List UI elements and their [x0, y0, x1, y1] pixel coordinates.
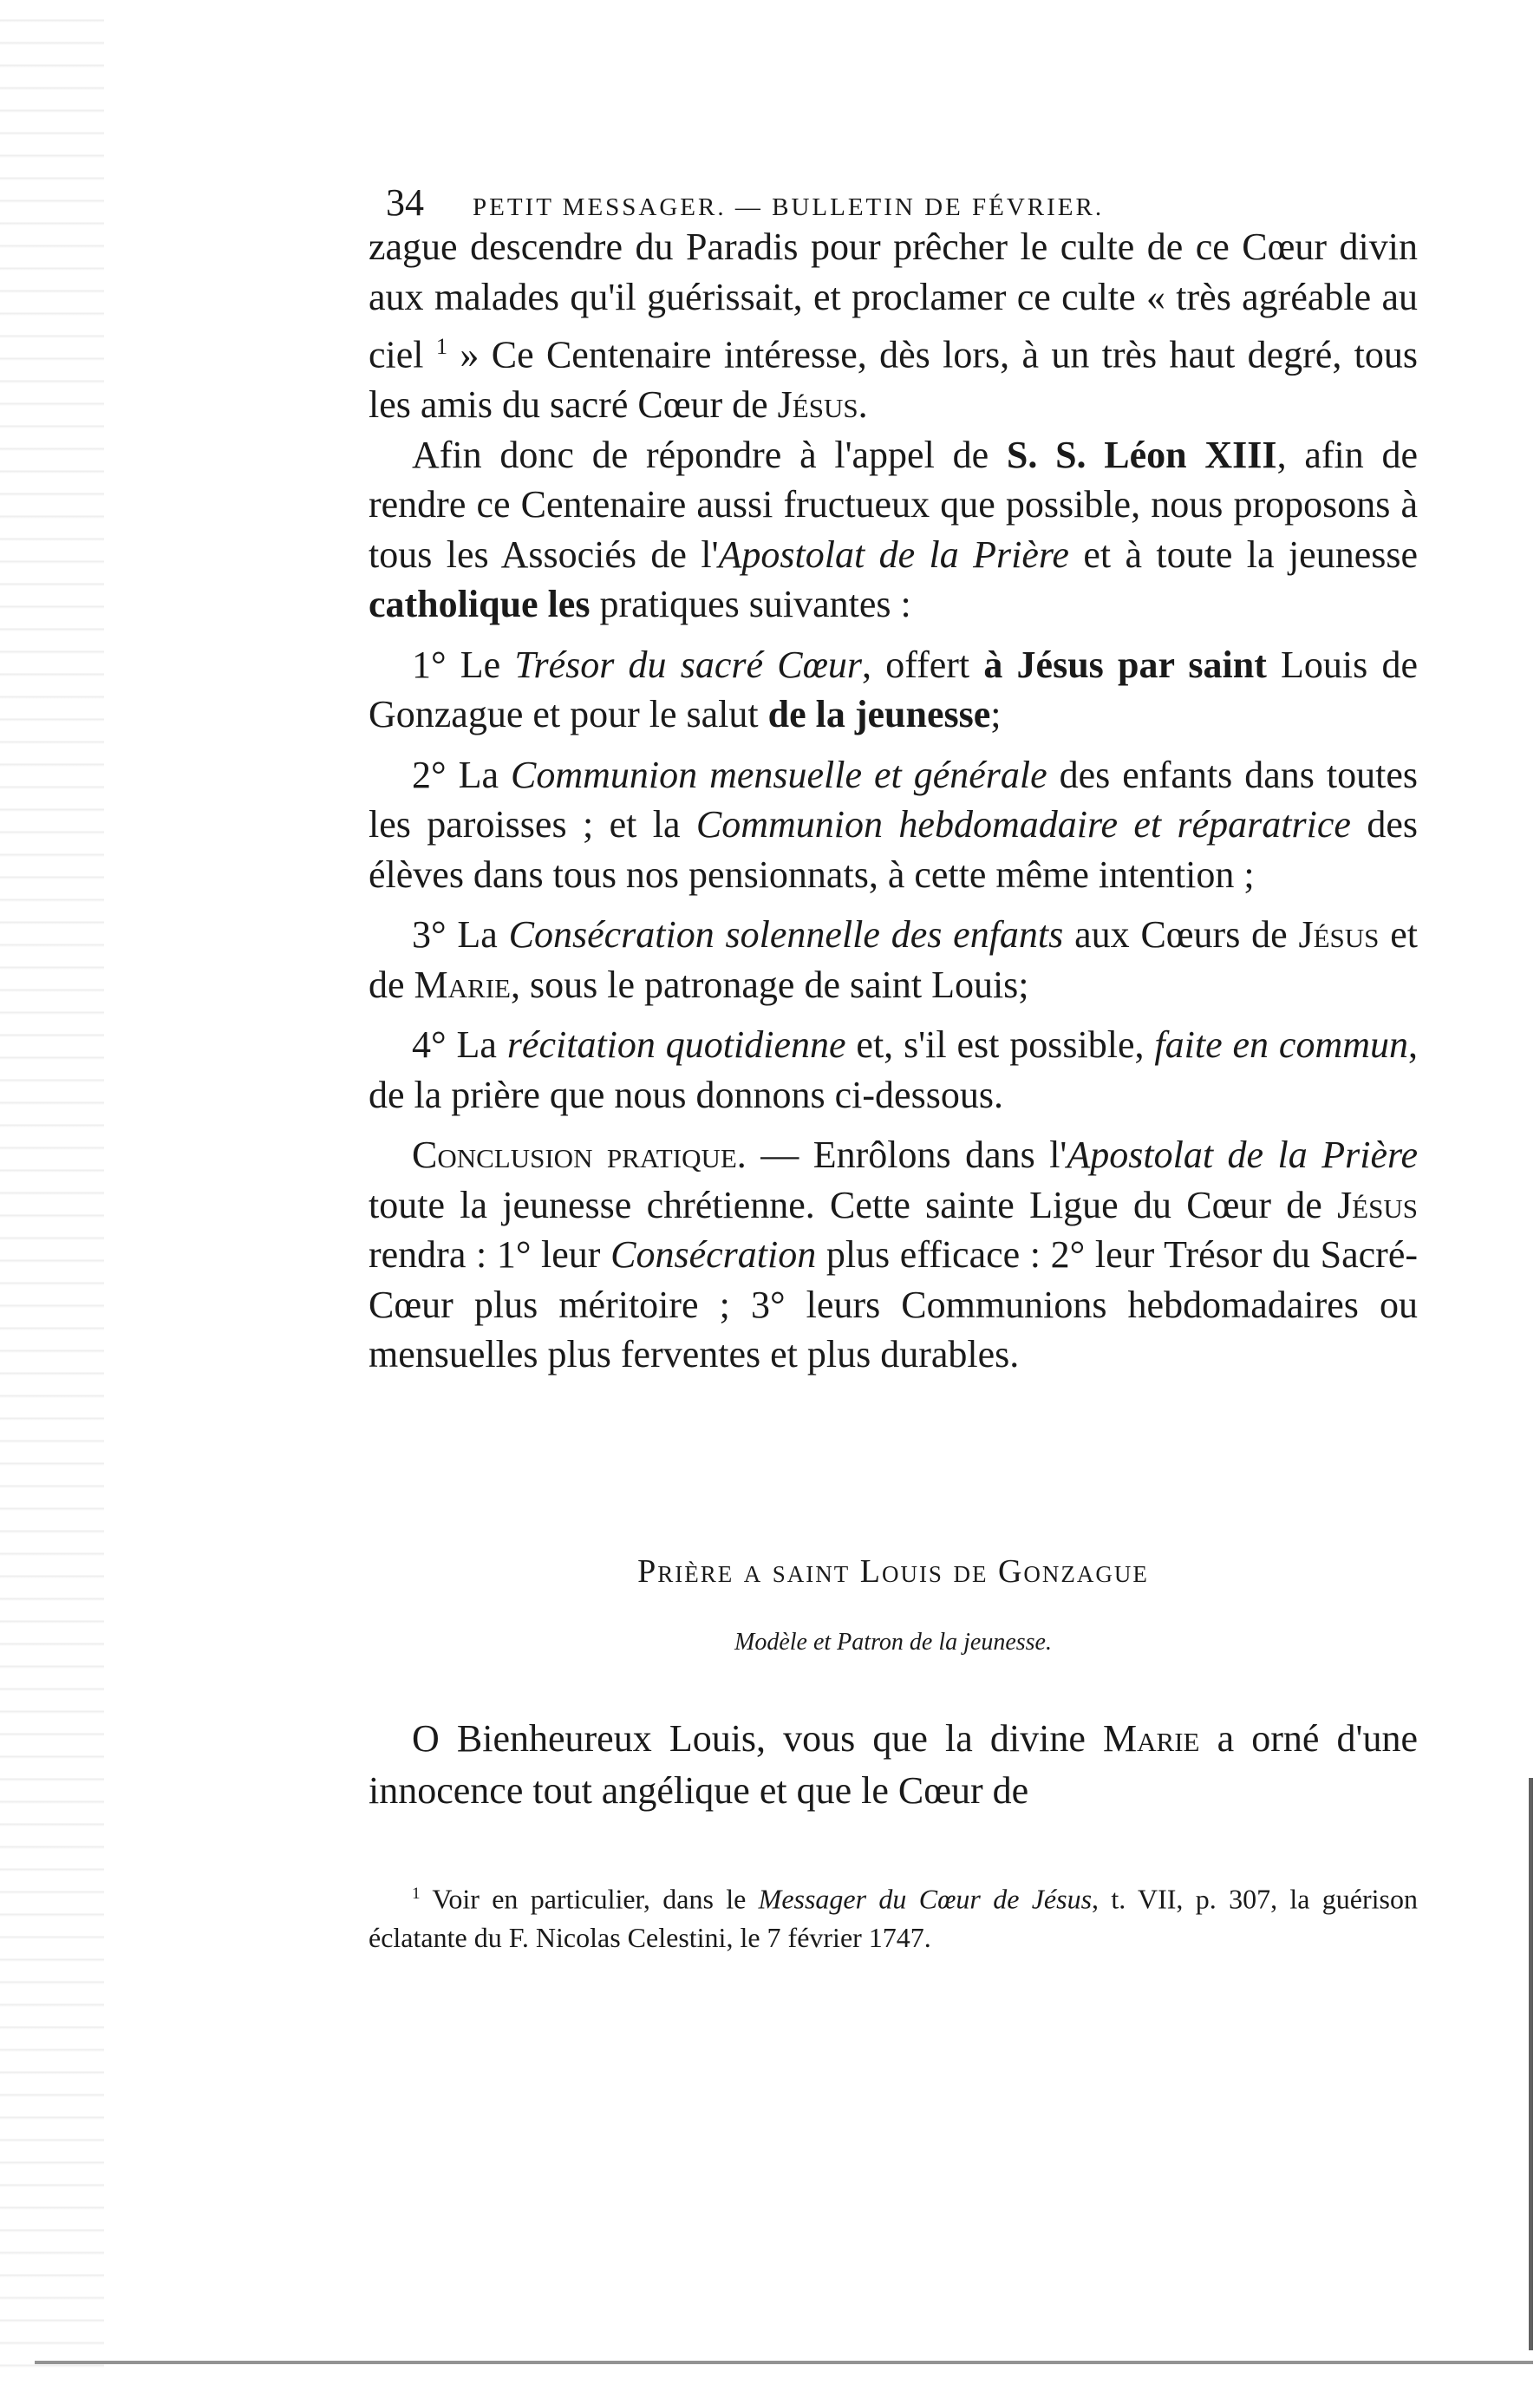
- text-run: et, s'il est possible,: [845, 1023, 1155, 1067]
- text-run: Le: [460, 643, 515, 686]
- text-run: des élèves dans tous nos pensionnats, à cette même intention ;: [369, 803, 1418, 896]
- text-run: et de: [369, 913, 1418, 1006]
- text-run: , t. VII, p. 307, la guérison éclatante du F. Nicolas Celestini, le 7 février 1747.: [369, 1883, 1419, 1953]
- page-number: 34: [386, 181, 424, 224]
- footnote-mark: 1: [412, 1885, 421, 1903]
- text-run: toute la jeunesse chrétienne. Cette sainte Ligue du Cœur de: [369, 1183, 1338, 1226]
- scanned-page-edge-right: [1529, 1778, 1533, 2350]
- footnote-text: [369, 1875, 1418, 1957]
- running-head: PETIT MESSAGER. — BULLETIN DE FÉVRIER.: [473, 193, 1105, 221]
- list-item-4: [369, 1020, 1418, 1120]
- pope-name: S. S. Léon XIII: [1006, 433, 1277, 476]
- item-number: 3°: [412, 913, 458, 957]
- text-run: et à toute la jeunesse: [1068, 533, 1419, 576]
- text-run: a orné d'une innocence tout angélique et que le Cœur de: [369, 1717, 1419, 1812]
- prayer-subtitle: Modèle et Patron de la jeunesse.: [734, 1629, 1052, 1656]
- bold-run: à Jésus par saint: [983, 643, 1267, 686]
- text-run: zague descendre du Paradis pour prêcher le culte de ce Cœur divin aux malades qu'il guérissait, et proclamer ce culte « très agréable au ciel: [369, 225, 1418, 376]
- conclusion-paragraph: [369, 1130, 1418, 1380]
- item-number: 2°: [412, 753, 459, 796]
- jesus-smallcaps: Jésus: [1337, 1183, 1418, 1226]
- italic-run: Consécration: [610, 1233, 817, 1277]
- text-run: pratiques suivantes :: [590, 583, 911, 626]
- text-run: des enfants dans toutes les paroisses ; et la: [369, 753, 1419, 846]
- italic-run: Communion mensuelle et générale: [510, 753, 1047, 796]
- item-number: 1°: [412, 643, 460, 686]
- apostolat-italic: Apostolat de la Prière: [1067, 1134, 1418, 1177]
- footnote-ref: 1: [435, 333, 448, 359]
- prayer-paragraph: [369, 1713, 1418, 1817]
- text-run: Voir en particulier, dans le: [420, 1883, 759, 1915]
- text-run: rendra : 1° leur: [369, 1233, 611, 1277]
- text-run: , de la prière que nous donnons ci-dessous.: [369, 1023, 1419, 1116]
- footnote: [369, 1875, 1418, 1957]
- scanned-page-edge-bottom: [35, 2361, 1533, 2364]
- text-run: » Ce Centenaire intéresse, dès lors, à un très haut degré, tous les amis du sacré Cœur de: [369, 333, 1419, 427]
- page-header: [386, 180, 1340, 225]
- paragraph-1: [369, 222, 1418, 430]
- text-run: .: [858, 383, 868, 427]
- scanned-page-edge-left: [0, 0, 104, 2385]
- text-run: La: [456, 1023, 507, 1067]
- body-text: [369, 222, 1418, 1380]
- marie-smallcaps: Marie: [1103, 1717, 1200, 1760]
- text-run: La: [458, 753, 511, 796]
- text-run: plus efficace : 2° leur Trésor du Sacré-Cœur plus méritoire ; 3° leurs Communions hebdomadaires ou mensuelles plus ferventes et plus durables.: [369, 1233, 1419, 1376]
- list-item-3: [369, 910, 1418, 1010]
- prayer-body: [369, 1713, 1418, 1817]
- bold-run: de la jeunesse: [767, 693, 991, 736]
- text-run: Afin donc de répondre à l'appel de: [412, 433, 1007, 476]
- jesus-smallcaps: Jésus: [1298, 913, 1380, 957]
- text-run: ;: [990, 693, 1002, 736]
- text-run: Louis de Gonzague et pour le salut: [369, 643, 1418, 736]
- italic-run: Consécration solennelle des enfants: [508, 913, 1064, 957]
- paragraph-2: [369, 430, 1418, 630]
- conclusion-label: Conclusion pratique.: [412, 1134, 747, 1177]
- italic-run: Messager du Cœur de Jésus: [758, 1883, 1093, 1915]
- prayer-title: Prière a saint Louis de Gonzague: [637, 1553, 1149, 1590]
- italic-run: faite en commun: [1154, 1023, 1409, 1067]
- text-run: — Enrôlons dans l': [746, 1134, 1067, 1177]
- jesus-smallcaps: Jésus: [777, 383, 858, 427]
- item-number: 4°: [412, 1023, 457, 1067]
- text-run: , offert: [862, 643, 984, 686]
- italic-run: récitation quotidienne: [506, 1023, 846, 1067]
- text-run: La: [457, 913, 509, 957]
- text-run: , afin de rendre ce Centenaire aussi fructueux que possible, nous proposons à tous les Associés de l': [369, 433, 1419, 576]
- list-item-1: [369, 640, 1418, 740]
- text-run: aux Cœurs de: [1063, 913, 1299, 957]
- bold-run: catholique les: [369, 583, 591, 626]
- apostolat-italic: Apostolat de la Prière: [718, 533, 1069, 576]
- text-run: O Bienheureux Louis, vous que la divine: [412, 1717, 1104, 1760]
- list-item-2: [369, 750, 1418, 900]
- italic-run: Trésor du sacré Cœur: [514, 643, 863, 686]
- marie-smallcaps: Marie: [414, 963, 511, 1006]
- italic-run: Communion hebdomadaire et réparatrice: [695, 803, 1351, 846]
- text-run: , sous le patronage de saint Louis;: [510, 963, 1029, 1006]
